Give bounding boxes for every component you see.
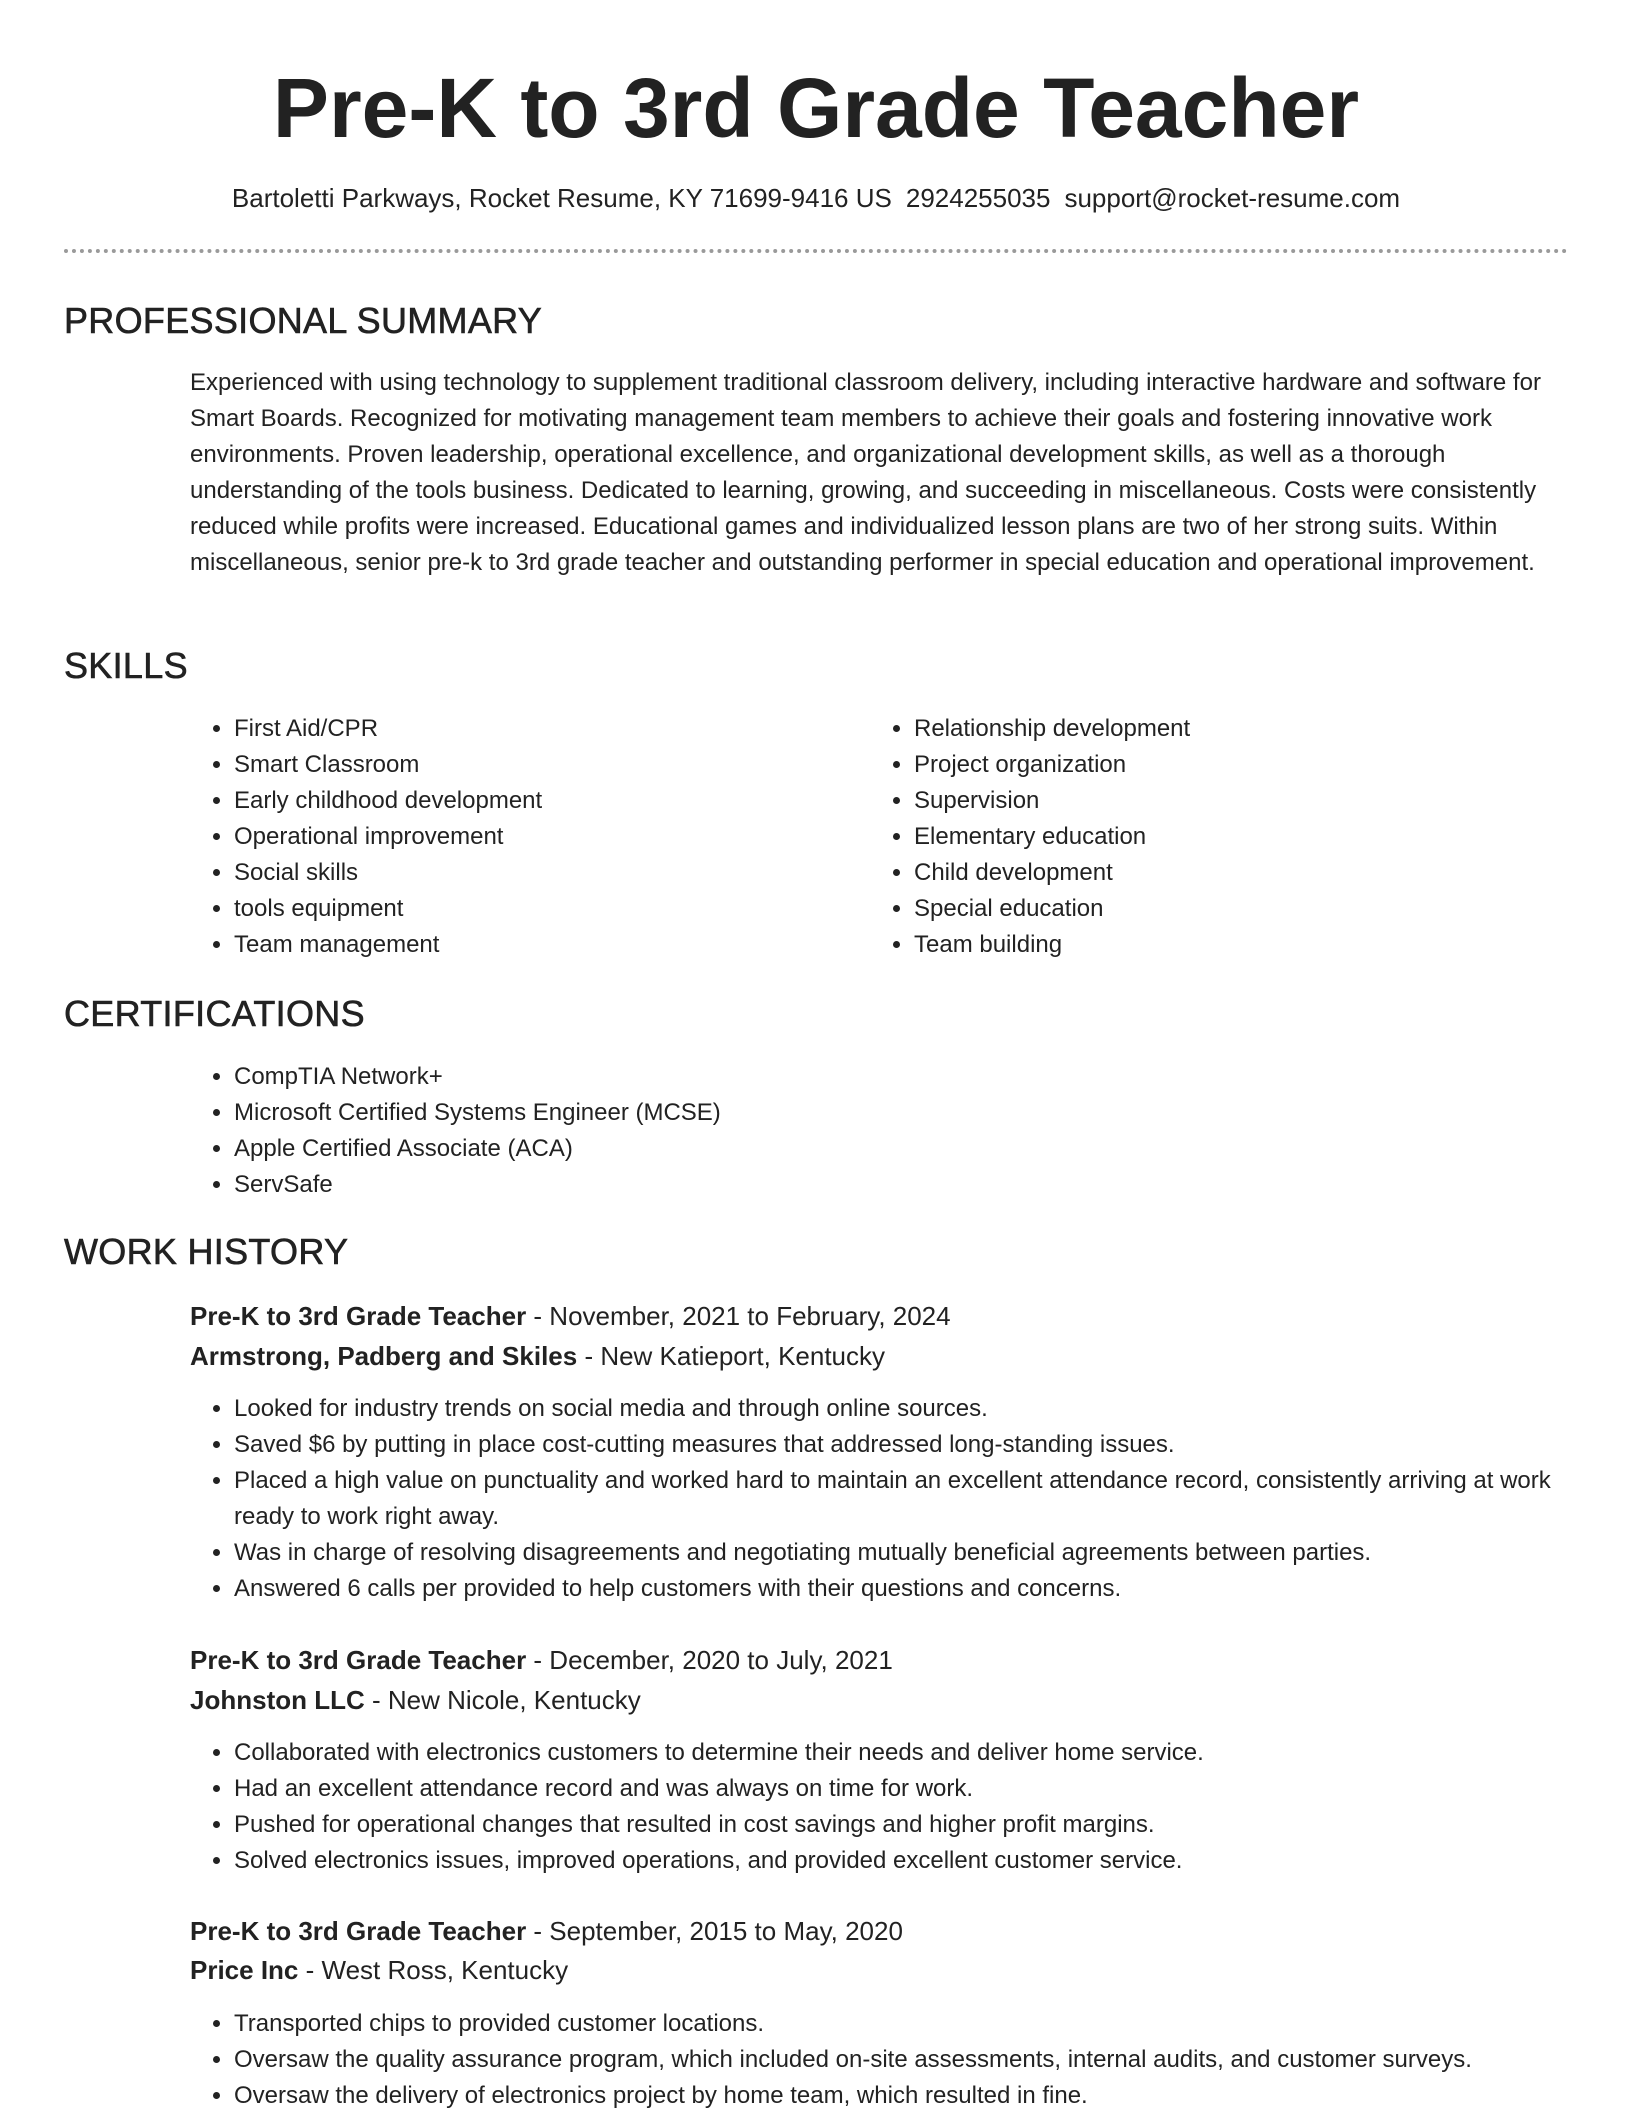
job-title: Pre-K to 3rd Grade Teacher xyxy=(190,1645,527,1675)
list-item: • Oversaw the quality assurance program, which included on-site assessments, internal audits, and customer surveys. xyxy=(234,2042,1614,2078)
skills-heading: SKILLS xyxy=(64,645,188,686)
job-company-line xyxy=(190,1952,568,1988)
job-bullets xyxy=(190,2006,1614,2114)
list-item: • Team management xyxy=(234,927,854,963)
certifications-heading: CERTIFICATIONS xyxy=(64,993,365,1034)
contact-line xyxy=(64,180,1568,216)
job-title-line xyxy=(190,1642,893,1678)
contact-email: support@rocket-resume.com xyxy=(1064,183,1401,213)
list-item: • Oversaw the delivery of electronics project by home team, which resulted in fine. xyxy=(234,2078,1614,2114)
list-item: • tools equipment xyxy=(234,891,854,927)
list-item: • Smart Classroom xyxy=(234,747,854,783)
list-item: • Placed a high value on punctuality and worked hard to maintain an excellent attendance record, consistently arriving at work ready to work right away. xyxy=(234,1463,1614,1535)
list-item: • Supervision xyxy=(914,783,1574,819)
resume-title: Pre-K to 3rd Grade Teacher xyxy=(272,61,1360,155)
list-item: • Collaborated with electronics customers to determine their needs and deliver home service. xyxy=(234,1735,1614,1771)
skills-list-left xyxy=(190,711,854,963)
job-bullets xyxy=(190,1391,1614,1607)
job-dates: - November, 2021 to February, 2024 xyxy=(526,1301,951,1331)
list-item: • Was in charge of resolving disagreements and negotiating mutually beneficial agreements between parties. xyxy=(234,1535,1614,1571)
job-bullets xyxy=(190,1735,1614,1879)
list-item: • Microsoft Certified Systems Engineer (MCSE) xyxy=(234,1095,1534,1131)
list-item: • Elementary education xyxy=(914,819,1574,855)
list-item: • CompTIA Network+ xyxy=(234,1059,1534,1095)
contact-phone: 2924255035 xyxy=(905,183,1051,213)
job-company-line xyxy=(190,1338,885,1374)
job-location: - New Nicole, Kentucky xyxy=(364,1685,641,1715)
list-item: • Child development xyxy=(914,855,1574,891)
job-location: - New Katieport, Kentucky xyxy=(577,1341,886,1371)
list-item: • Solved electronics issues, improved operations, and provided excellent customer service. xyxy=(234,1843,1614,1879)
header-divider xyxy=(64,249,1568,253)
job-company: Johnston LLC xyxy=(190,1685,365,1715)
job-title: Pre-K to 3rd Grade Teacher xyxy=(190,1916,527,1946)
list-item: • Transported chips to provided customer locations. xyxy=(234,2006,1614,2042)
job-company-line xyxy=(190,1682,641,1718)
job-dates: - September, 2015 to May, 2020 xyxy=(526,1916,903,1946)
job-company: Armstrong, Padberg and Skiles xyxy=(190,1341,578,1371)
list-item: • Special education xyxy=(914,891,1574,927)
list-item: • Team building xyxy=(914,927,1574,963)
list-item: • Answered 6 calls per provided to help customers with their questions and concerns. xyxy=(234,1571,1614,1607)
list-item: • Pushed for operational changes that resulted in cost savings and higher profit margins. xyxy=(234,1807,1614,1843)
job-dates: - December, 2020 to July, 2021 xyxy=(526,1645,893,1675)
job-location: - West Ross, Kentucky xyxy=(298,1955,569,1985)
list-item: • ServSafe xyxy=(234,1167,1534,1203)
list-item: • Project organization xyxy=(914,747,1574,783)
summary-heading: PROFESSIONAL SUMMARY xyxy=(64,300,543,341)
list-item: • Had an excellent attendance record and was always on time for work. xyxy=(234,1771,1614,1807)
job-title: Pre-K to 3rd Grade Teacher xyxy=(190,1301,527,1331)
list-item: • Operational improvement xyxy=(234,819,854,855)
job-title-line xyxy=(190,1298,951,1334)
certifications-list xyxy=(190,1059,1534,1203)
list-item: • Looked for industry trends on social media and through online sources. xyxy=(234,1391,1614,1427)
list-item: • First Aid/CPR xyxy=(234,711,854,747)
list-item: • Apple Certified Associate (ACA) xyxy=(234,1131,1534,1167)
summary-text: Experienced with using technology to supplement traditional classroom delivery, including interactive hardware and software for Smart Boards. Recognized for motivating management team members to achieve their goals and fostering innovative work environments. Proven leadership, operational excellence, and organizational development skills, as well as a thorough understanding of the tools business. Dedicated to learning, growing, and succeeding in miscellaneous. Costs were consistently reduced while profits were increased. Educational games and individualized lesson plans are two of her strong suits. Within miscellaneous, senior pre-k to 3rd grade teacher and outstanding performer in special education and operational improvement. xyxy=(190,369,1541,576)
list-item: • Saved $6 by putting in place cost-cutting measures that addressed long-standing issues. xyxy=(234,1427,1614,1463)
list-item: • Early childhood development xyxy=(234,783,854,819)
skills-list-right xyxy=(870,711,1574,963)
list-item: • Relationship development xyxy=(914,711,1574,747)
list-item: • Social skills xyxy=(234,855,854,891)
job-title-line xyxy=(190,1913,903,1949)
work-history-heading: WORK HISTORY xyxy=(64,1231,349,1272)
contact-address: Bartoletti Parkways, Rocket Resume, KY 71699-9416 US xyxy=(231,183,892,213)
job-company: Price Inc xyxy=(190,1955,299,1985)
